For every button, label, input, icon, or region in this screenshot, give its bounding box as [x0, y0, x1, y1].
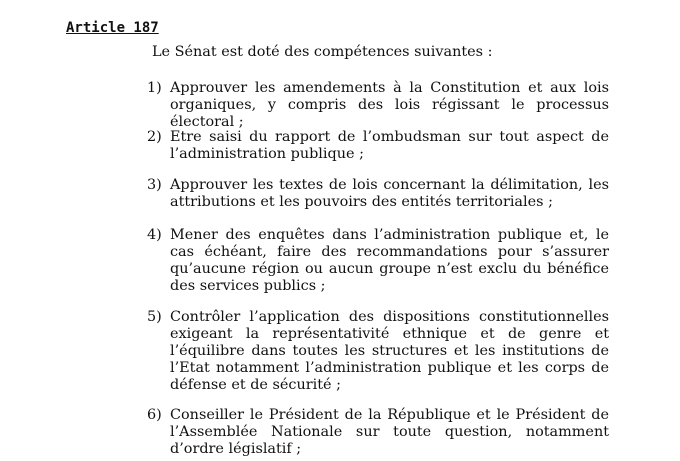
- list-item-number: 5): [147, 309, 162, 325]
- list-item-number: 4): [147, 227, 162, 243]
- list-item: [147, 309, 609, 394]
- list-item-text: Etre saisi du rapport de l’ombudsman sur tout aspect de l’administration publique ;: [170, 129, 609, 162]
- list-item-text: Approuver les textes de lois concernant la délimitation, les attributions et les pouvoirs des entités territoriales ;: [170, 177, 609, 210]
- list-item: [147, 227, 609, 295]
- list-item: [147, 407, 609, 458]
- list-item-number: 2): [147, 129, 162, 145]
- list-item-number: 3): [147, 177, 162, 193]
- list-item-text: Contrôler l’application des dispositions constitutionnelles exigeant la représentativité ethnique et de genre et l’équilibre dans toutes les structures et les institutions de l’Etat notamment l’administration publique et les corps de défense et de sécurité ;: [170, 309, 609, 393]
- list-item-number: 1): [147, 80, 162, 96]
- list-item-number: 6): [147, 407, 162, 423]
- article-title: Article 187: [66, 20, 159, 36]
- list-item: [147, 177, 609, 211]
- list-item: [147, 129, 609, 163]
- article-intro: Le Sénat est doté des compétences suivantes :: [152, 44, 493, 60]
- list-item: [147, 80, 609, 131]
- list-item-text: Conseiller le Président de la République et le Président de l’Assemblée Nationale sur toute question, notamment d’ordre législatif ;: [170, 407, 609, 457]
- list-item-text: Mener des enquêtes dans l’administration publique et, le cas échéant, faire des recommandations pour s’assurer qu’aucune région ou aucun groupe n’est exclu du bénéfice des services publics ;: [170, 227, 609, 294]
- list-item-text: Approuver les amendements à la Constitution et aux lois organiques, y compris des lois régissant le processus électoral ;: [170, 80, 609, 130]
